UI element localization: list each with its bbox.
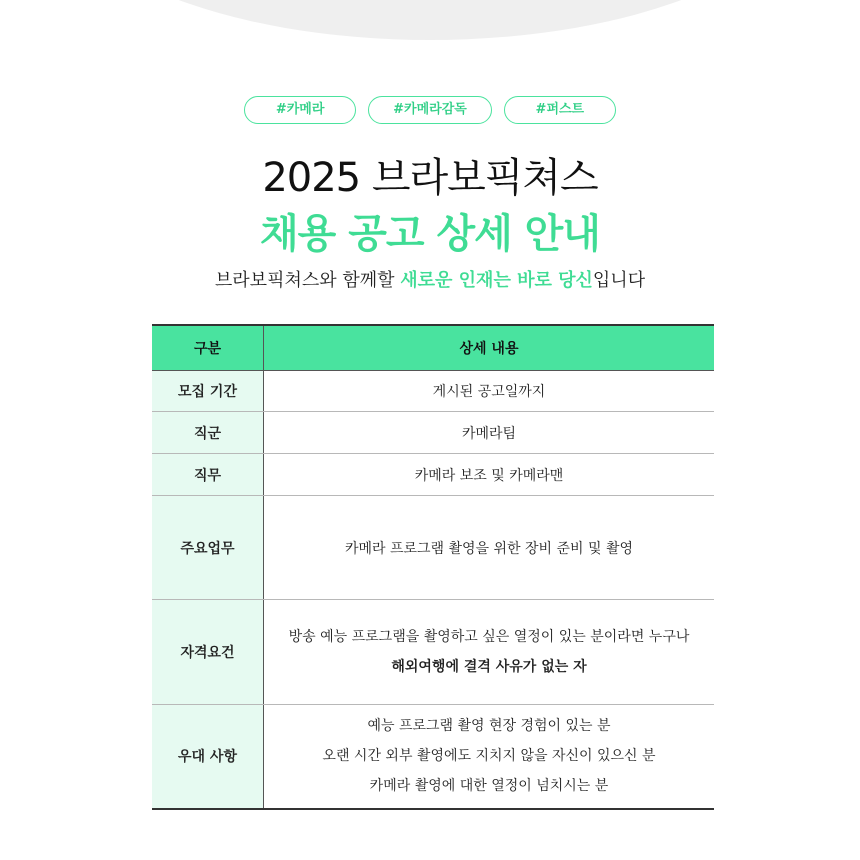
subtitle-prefix: 브라보픽쳐스와 함께할 <box>214 270 401 291</box>
hashtag-first[interactable]: #퍼스트 <box>504 96 616 124</box>
hashtag-list <box>0 96 860 124</box>
page-subtitle <box>0 266 860 292</box>
hashtag-camera-director[interactable]: #카메라감독 <box>368 96 492 124</box>
row-label-preference: 우대 사항 <box>152 705 264 809</box>
row-label-group: 직군 <box>152 412 264 454</box>
subtitle-suffix: 입니다 <box>592 270 646 291</box>
preference-line-1: 예능 프로그램 촬영 현장 경험이 있는 분 <box>367 718 611 735</box>
table-row <box>152 705 714 809</box>
row-value-group: 카메라팀 <box>264 412 715 454</box>
row-label-position: 직무 <box>152 454 264 496</box>
preference-line-2: 오랜 시간 외부 촬영에도 지치지 않을 자신이 있으신 분 <box>322 748 656 765</box>
subtitle-highlight: 새로운 인재는 바로 당신 <box>400 270 593 291</box>
page-title-line2: 채용 공고 상세 안내 <box>260 211 600 257</box>
header-details: 상세 내용 <box>264 325 715 371</box>
row-value-period: 게시된 공고일까지 <box>264 371 715 412</box>
row-label-duty: 주요업무 <box>152 496 264 600</box>
qualification-line-2: 해외여행에 결격 사유가 없는 자 <box>391 659 587 675</box>
top-decorative-arc <box>50 0 810 40</box>
table-row <box>152 600 714 705</box>
row-label-period: 모집 기간 <box>152 371 264 412</box>
row-value-qualification <box>264 600 715 705</box>
table-row <box>152 496 714 600</box>
table-row <box>152 371 714 412</box>
page-title-line1: 2025 브라보픽쳐스 <box>262 155 598 201</box>
recruitment-details-table <box>152 324 714 810</box>
row-value-position: 카메라 보조 및 카메라맨 <box>264 454 715 496</box>
hashtag-camera[interactable]: #카메라 <box>244 96 356 124</box>
row-label-qualification: 자격요건 <box>152 600 264 705</box>
table-row <box>152 412 714 454</box>
row-value-preference <box>264 705 715 809</box>
qualification-line-1: 방송 예능 프로그램을 촬영하고 싶은 열정이 있는 분이라면 누구나 <box>288 629 690 645</box>
table-header-row <box>152 325 714 371</box>
preference-line-3: 카메라 촬영에 대한 열정이 넘치시는 분 <box>369 778 609 795</box>
table-row <box>152 454 714 496</box>
header-category: 구분 <box>152 325 264 371</box>
row-value-duty: 카메라 프로그램 촬영을 위한 장비 준비 및 촬영 <box>264 496 715 600</box>
